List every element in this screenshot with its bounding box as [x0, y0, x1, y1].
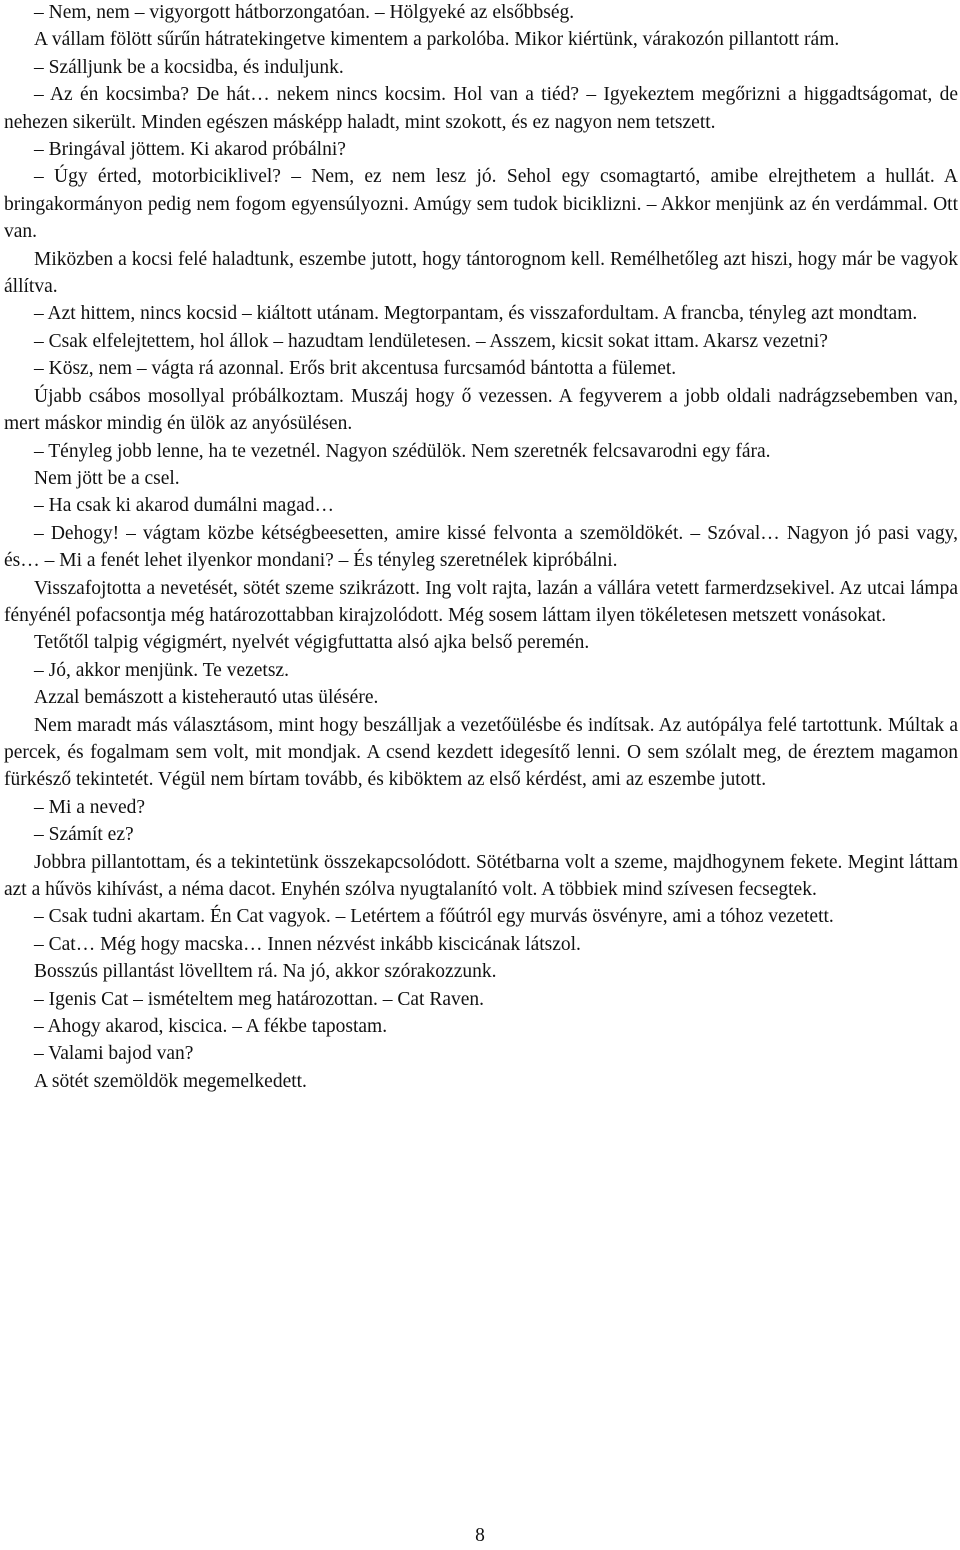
paragraph: – Azt hittem, nincs kocsid – kiáltott utánam. Megtorpantam, és visszafordultam. A francba, tényleg azt mondtam.: [34, 303, 918, 325]
paragraph: Visszafojtotta a nevetését, sötét szeme szikrázott. Ing volt rajta, lazán a vállára vetett farmerdzsekivel. Az utcai lámpa fényénél pofacsontja még határozottabban kirajzolódott. Még sosem láttam ilyen tökéletesen metszett vonásokat.: [4, 577, 958, 626]
paragraph: – Dehogy! – vágtam közbe kétségbeesetten, amire kissé felvonta a szemöldökét. – Szóval… Nagyon jó pasi vagy, és… – Mi a fenét lehet ilyenkor mondani? – És tényleg szeretnélek kipróbálni.: [4, 522, 958, 572]
paragraph: – Valami bajod van?: [34, 1043, 194, 1065]
paragraph: Tetőtől talpig végigmért, nyelvét végigfuttatta alsó ajka belső peremén.: [34, 632, 590, 654]
paragraph: – Kösz, nem – vágta rá azonnal. Erős brit akcentusa furcsamód bántotta a fülemet.: [34, 358, 677, 380]
paragraph: – Bringával jöttem. Ki akarod próbálni?: [34, 139, 346, 161]
paragraph: Miközben a kocsi felé haladtunk, eszembe jutott, hogy tántorognom kell. Remélhetőleg azt hiszi, hogy már be vagyok állítva.: [4, 248, 958, 298]
paragraph: – Ahogy akarod, kiscica. – A fékbe tapostam.: [34, 1016, 388, 1038]
paragraph: Jobbra pillantottam, és a tekintetünk összekapcsolódott. Sötétbarna volt a szeme, majdhogynem fekete. Megint láttam azt a hűvös kihívást, a néma dacot. Enyhén szólva nyugtalanító volt. A többiek mind szívesen fecsegtek.: [4, 851, 958, 900]
paragraph: – Számít ez?: [34, 824, 134, 846]
paragraph: – Igenis Cat – ismételtem meg határozottan. – Cat Raven.: [34, 988, 485, 1010]
page-number: 8: [475, 1525, 485, 1546]
paragraph: Nem jött be a csel.: [34, 467, 180, 489]
paragraph: Bosszús pillantást lövelltem rá. Na jó, akkor szórakozzunk.: [34, 961, 497, 983]
paragraph: – Úgy érted, motorbiciklivel? – Nem, ez nem lesz jó. Sehol egy csomagtartó, amibe elrejthetem a hullát. A bringakormányon pedig nem fogom egyensúlyozni. Amúgy sem tudok biciklizni. – Akkor menjünk az én verdámmal. Ott van.: [4, 166, 958, 243]
paragraph: Nem maradt más választásom, mint hogy beszálljak a vezetőülésbe és indítsak. Az autópálya felé tartottunk. Múltak a percek, és fogalmam sem volt, mit mondjak. A csend kezdett idegesítő lenni. O sem szólalt meg, de éreztem magamon fürkésző tekintetét. Végül nem bírtam tovább, és kiböktem az első kérdést, ami az eszembe jutott.: [4, 714, 958, 791]
paragraph: Újabb csábos mosollyal próbálkoztam. Muszáj hogy ő vezessen. A fegyverem a jobb oldali nadrágzsebemben van, mert máskor mindig én ülök az anyósülésen.: [4, 385, 958, 435]
paragraph: – Tényleg jobb lenne, ha te vezetnél. Nagyon szédülök. Nem szeretnék felcsavarodni egy fára.: [34, 440, 771, 462]
paragraph: A sötét szemöldök megemelkedett.: [34, 1070, 307, 1092]
paragraph: A vállam fölött sűrűn hátratekingetve kimentem a parkolóba. Mikor kiértünk, várakozón pillantott rám.: [34, 29, 840, 51]
document-page: [4, 0, 958, 1095]
paragraph: – Szálljunk be a kocsidba, és induljunk.: [34, 56, 344, 78]
paragraph: – Mi a neved?: [34, 796, 146, 818]
paragraph: – Az én kocsimba? De hát… nekem nincs kocsim. Hol van a tiéd? – Igyekeztem megőrizni a higgadtságomat, de nehezen sikerült. Minden egészen másképp haladt, mint szokott, és ez nagyon nem tetszett.: [4, 84, 958, 133]
paragraph: – Ha csak ki akarod dumálni magad…: [34, 495, 334, 517]
paragraph: Azzal bemászott a kisteherautó utas ülésére.: [34, 687, 379, 709]
paragraph: – Nem, nem – vigyorgott hátborzongatóan. – Hölgyeké az elsőbbség.: [34, 2, 575, 23]
paragraph: – Csak tudni akartam. Én Cat vagyok. – Letértem a főútról egy murvás ösvényre, ami a tóhoz vezetett.: [34, 906, 834, 928]
paragraph: – Cat… Még hogy macska… Innen nézvést inkább kiscicának látszol.: [34, 933, 581, 955]
paragraph: – Csak elfelejtettem, hol állok – hazudtam lendületesen. – Asszem, kicsit sokat ittam. Akarsz vezetni?: [34, 330, 828, 352]
paragraph: – Jó, akkor menjünk. Te vezetsz.: [34, 659, 289, 681]
